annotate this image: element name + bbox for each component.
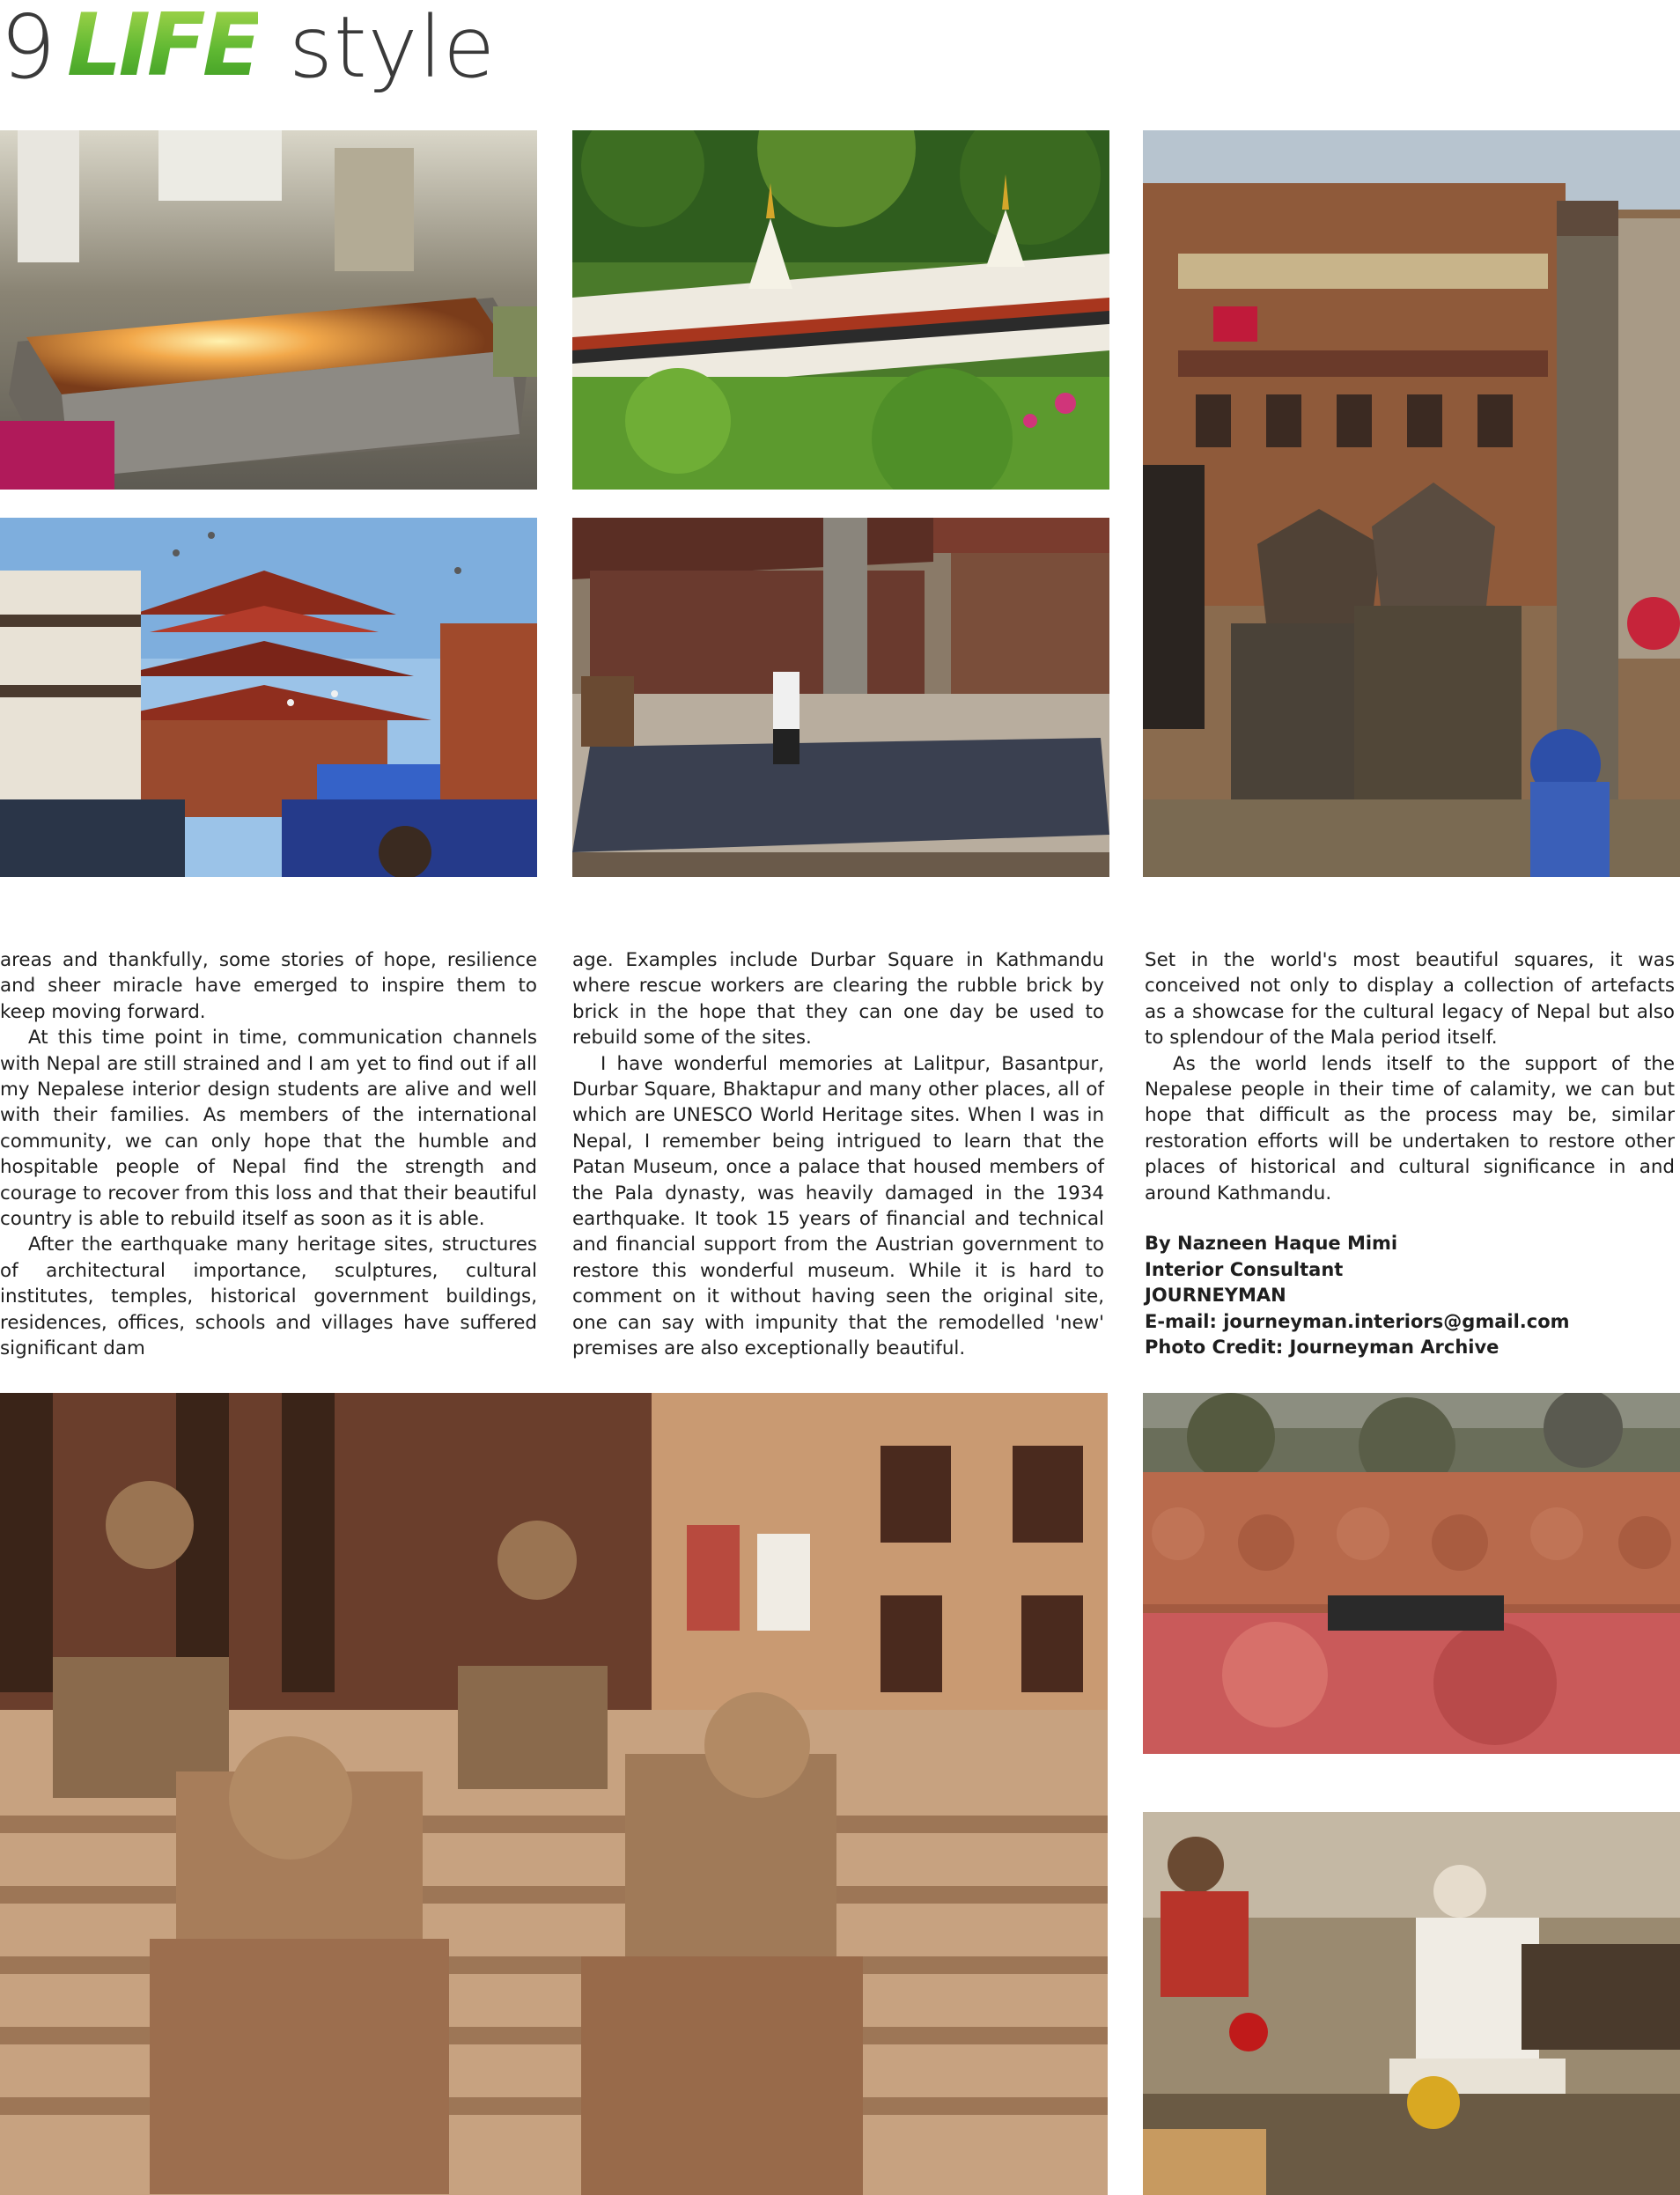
- pigeons-courtyard-photo: [572, 518, 1109, 877]
- paragraph: age. Examples include Durbar Square in Kathmandu where rescue workers are clearing the rubble brick by brick in the hope that they can one day be used to rebuild some of the sites.: [572, 949, 1104, 1050]
- paragraph: At this time point in time, communication channels with Nepal are still strained and I am yet to find out if all my Nepalese interior design students are alive and well with their families. As members of the international community, we can only hope that the humble and hospitable people of Nepal find the strength and courage to recover from this loss and that their beautiful country is able to rebuild itself as soon as it is able.: [0, 1027, 537, 1231]
- article-column-3: [1145, 947, 1675, 1361]
- section-title-life: LIFE: [67, 0, 258, 96]
- paragraph: areas and thankfully, some stories of hope, resilience and sheer miracle have emerged to inspire them to keep moving forward.: [0, 949, 537, 1023]
- metal-craftsmen-photo: [1143, 1812, 1680, 2195]
- paragraph: Set in the world's most beautiful squares, it was conceived not only to display a collection of artefacts as a showcase for the cultural legacy of Nepal but also to splendour of the Mala period itself.: [1145, 949, 1675, 1050]
- byline-role: Interior Consultant: [1145, 1258, 1344, 1280]
- page-header: [0, 0, 616, 97]
- article-column-1: [0, 947, 537, 1362]
- paragraph: After the earthquake many heritage sites, structures of architectural importance, sculptures, cultural institutes, temples, historical government buildings, residences, offices, schools and villages have suffered significant dam: [0, 1234, 537, 1360]
- section-title-style: style: [289, 0, 497, 97]
- pottery-market-photo: [1143, 1393, 1680, 1754]
- paragraph: I have wonderful memories at Lalitpur, Basantpur, Durbar Square, Bhaktapur and many other places, all of which are UNESCO World Heritage sites. When I was in Nepal, I remember being intrigued to learn that the Patan Museum, once a palace that housed members of the Pala dynasty, was heavily damaged in the 1934 earthquake. It took 15 years of financial and technical and financial support from the Austrian government to restore this wonderful museum. While it is hard to comment on it without having seen the original site, one can say with impunity that the remodelled 'new' premises are also exceptionally beautiful.: [572, 1052, 1104, 1360]
- byline-email: E-mail: journeyman.interiors@gmail.com: [1145, 1310, 1570, 1332]
- stone-lion-statues-photo: [0, 1393, 1108, 2195]
- stupa-wall-garden-photo: [572, 130, 1109, 490]
- courtyard-stupas-photo: [1143, 130, 1680, 877]
- page-number: 9: [0, 0, 55, 99]
- byline-company: JOURNEYMAN: [1145, 1285, 1286, 1307]
- paragraph: As the world lends itself to the support of the Nepalese people in their time of calamity, we can but hope that difficult as the process may be, similar restoration efforts will be undertaken to restore other places of historical and cultural significance in and around Kathmandu.: [1145, 1052, 1675, 1204]
- pagoda-temple-pigeons-photo: [0, 518, 537, 877]
- article-column-2: [572, 947, 1104, 1362]
- butter-lamps-photo: [0, 130, 537, 490]
- byline-photo-credit: Photo Credit: Journeyman Archive: [1145, 1337, 1499, 1359]
- author-byline: [1145, 1231, 1675, 1361]
- byline-author: By Nazneen Haque Mimi: [1145, 1233, 1398, 1255]
